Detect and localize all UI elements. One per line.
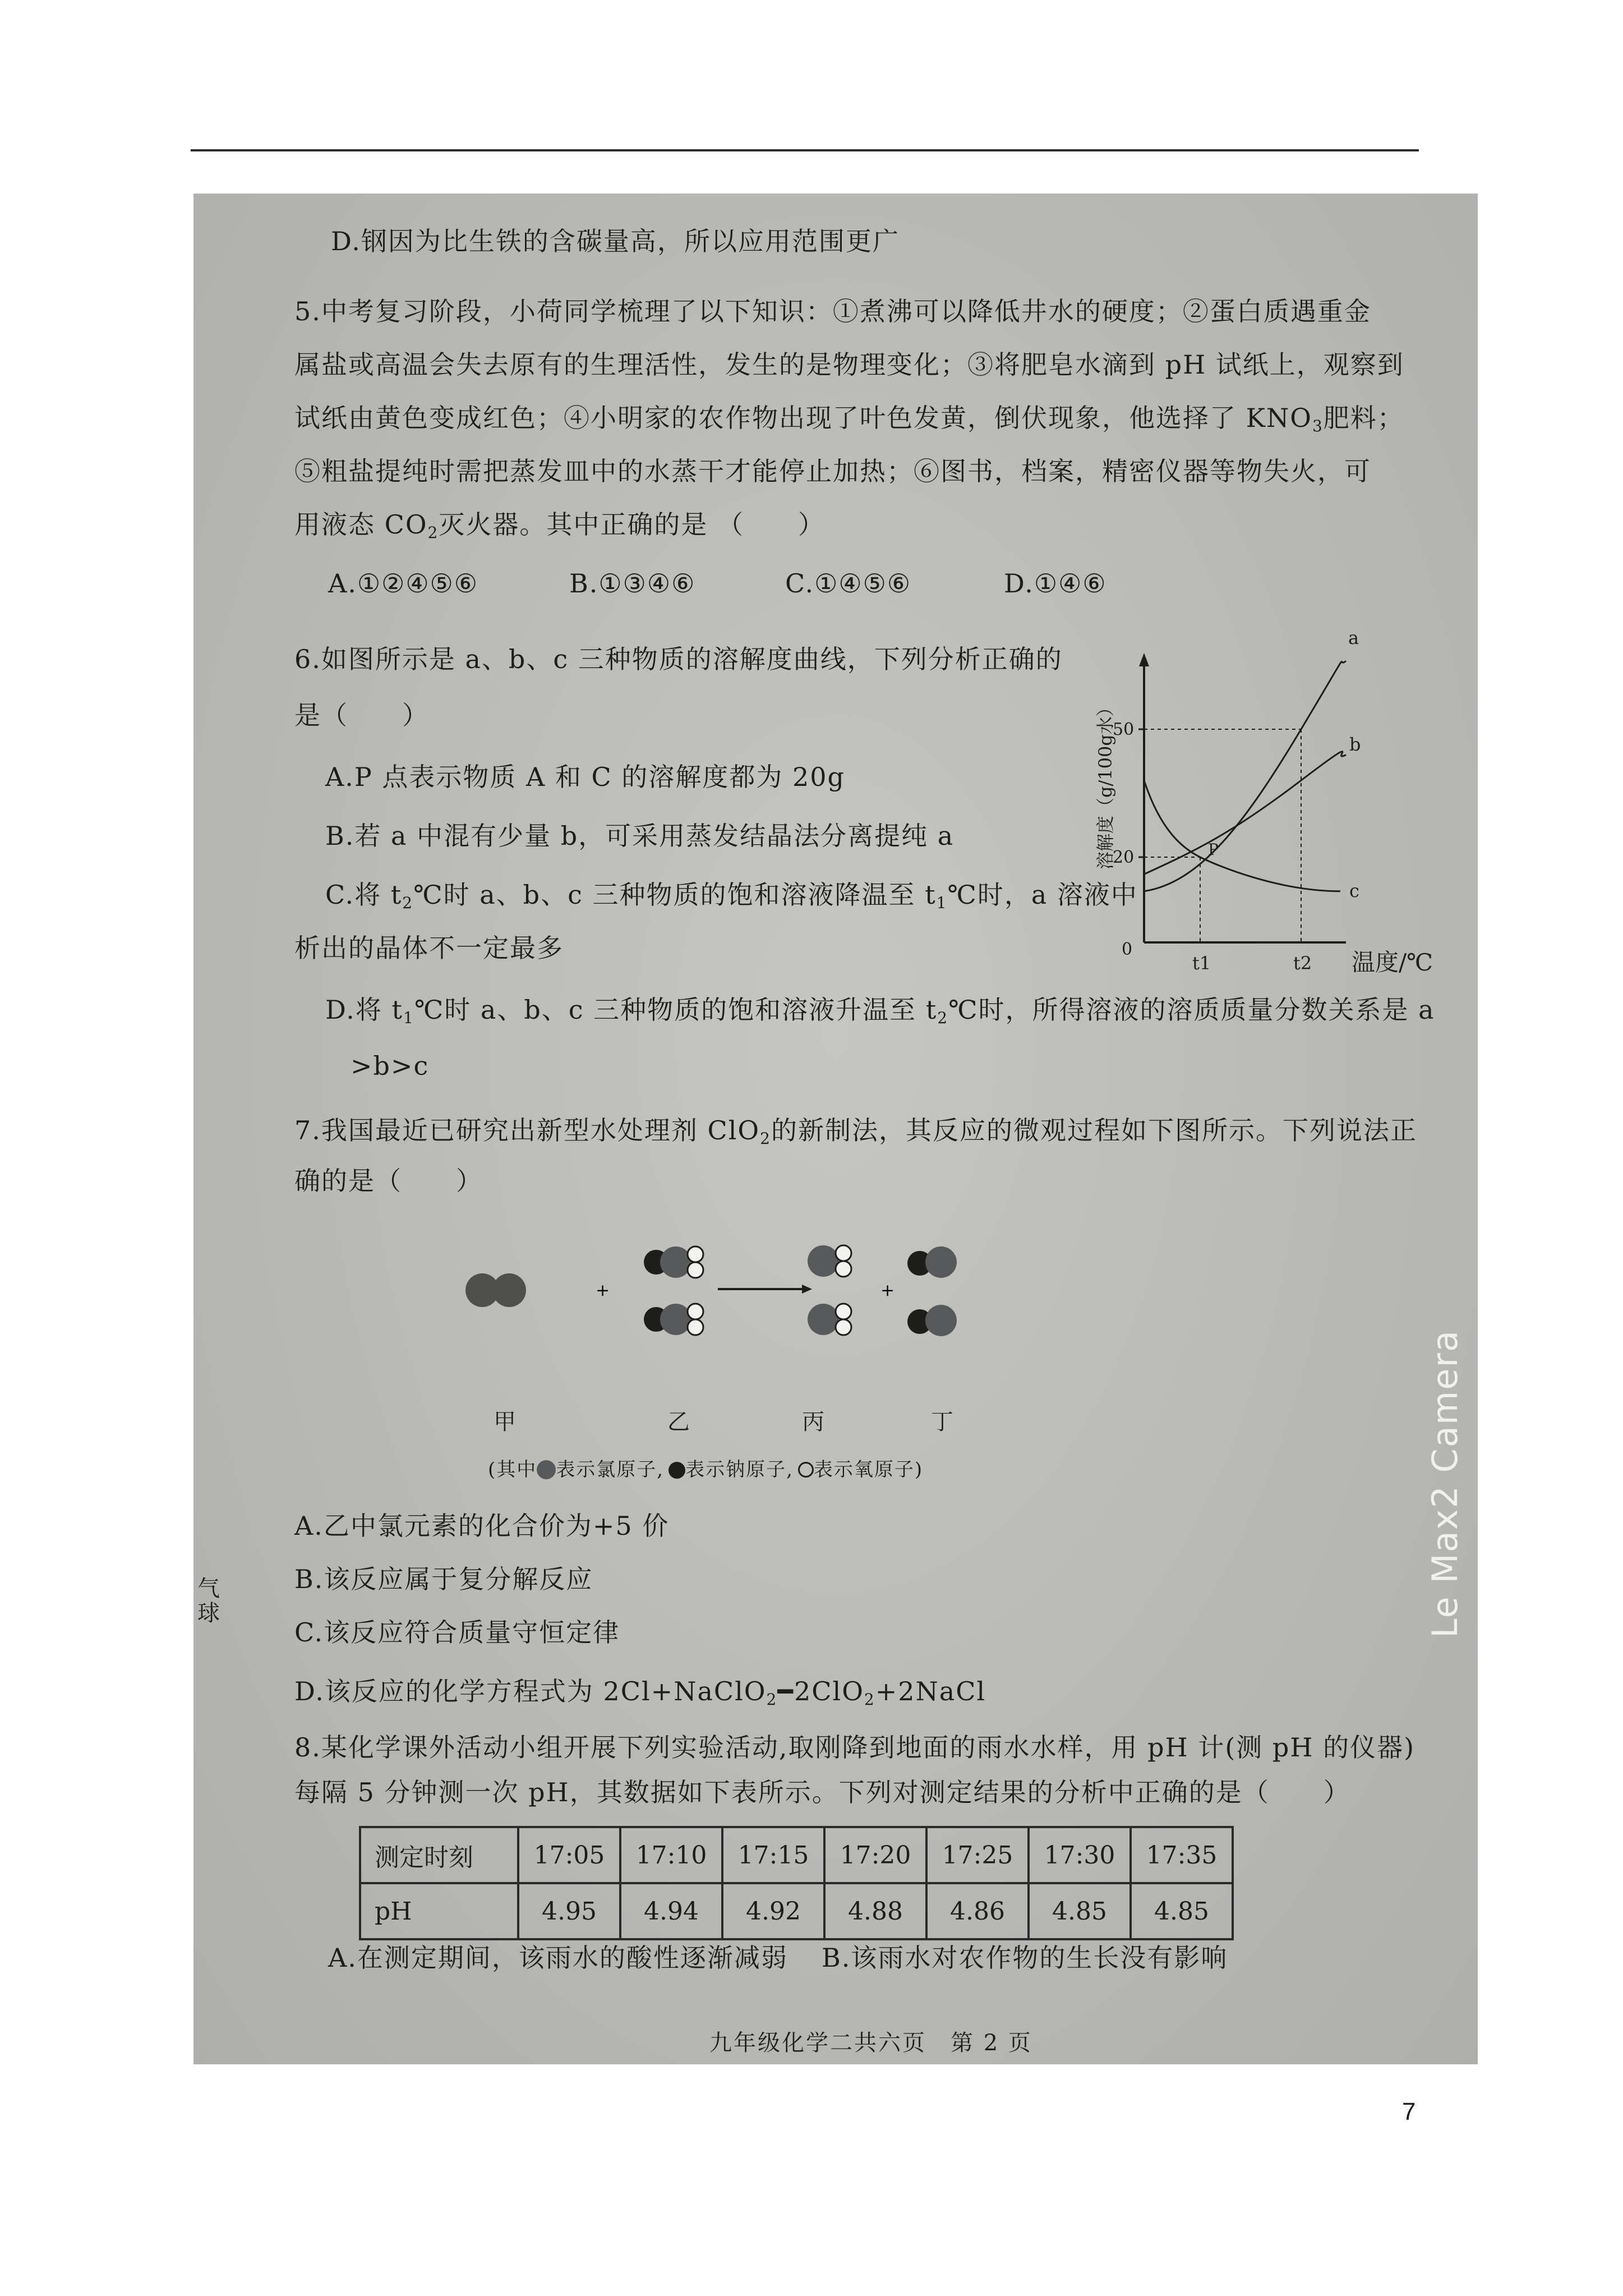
q5-option-b: B.①③④⑥ xyxy=(569,568,696,599)
ph-table xyxy=(359,1826,1234,1940)
x-tick-label: t2 xyxy=(1293,953,1312,974)
x-tick-label: t1 xyxy=(1192,953,1211,974)
q7-line-1: 7.我国最近已研究出新型水处理剂 ClO$_2$的新制法，其反应的微观过程如下图所示。下列说法正 xyxy=(294,1115,1417,1148)
q4-option-d: D.钢因为比生铁的含碳量高，所以应用范围更广 xyxy=(331,226,900,256)
label-bing: 丙 xyxy=(802,1409,826,1435)
molecule-nacl-2 xyxy=(907,1305,957,1336)
q8-line-2: 每隔 5 分钟测一次 pH，其数据如下表所示。下列对测定结果的分析中正确的是（ ） xyxy=(294,1777,1350,1807)
q6-option-c-line-2: 析出的晶体不一定最多 xyxy=(294,933,564,963)
chlorine-atom-icon xyxy=(537,1460,556,1479)
table-cell-time: 17:05 xyxy=(518,1827,620,1883)
camera-watermark: Le Max2 Camera xyxy=(1424,1329,1465,1638)
series-label-b: b xyxy=(1349,734,1361,755)
molecule-cl2 xyxy=(465,1273,526,1307)
point-label: P xyxy=(1208,840,1219,859)
table-cell-time: 17:35 xyxy=(1131,1827,1233,1883)
solubility-chart xyxy=(1082,627,1464,976)
q6-line-1: 6.如图所示是 a、b、c 三种物质的溶解度曲线，下列分析正确的 xyxy=(294,644,1063,674)
q7-option-c: C.该反应符合质量守恒定律 xyxy=(294,1617,620,1648)
molecule-clo2-1 xyxy=(808,1245,851,1277)
solubility-chart-svg xyxy=(1082,627,1464,976)
table-head-ph: pH xyxy=(360,1883,518,1939)
q8-option-b: B.该雨水对农作物的生长没有影响 xyxy=(822,1943,1228,1973)
table-cell-ph: 4.86 xyxy=(926,1883,1029,1939)
q5-line-3: 试纸由黄色变成红色；④小明家的农作物出现了叶色发黄，倒伏现象，他选择了 $KNO_3$肥料； xyxy=(294,403,1404,435)
x-axis-label: 温度/℃ xyxy=(1352,949,1433,976)
table-cell-ph: 4.88 xyxy=(824,1883,926,1939)
label-yi: 乙 xyxy=(667,1409,691,1435)
plus-sign-1: + xyxy=(596,1281,610,1300)
y-axis-label: 溶解度（g/100g水） xyxy=(1095,698,1116,869)
table-cell-ph: 4.85 xyxy=(1029,1883,1131,1939)
q7-option-b: B.该反应属于复分解反应 xyxy=(294,1564,593,1594)
q6-option-d-line-1: D.将 $t_1℃$时 a、b、c 三种物质的饱和溶液升温至 $t_2℃$时，所得溶液的溶质质量分数关系是 a xyxy=(325,995,1435,1027)
molecule-naclo2-2 xyxy=(644,1304,703,1335)
molecule-naclo2-1 xyxy=(644,1246,703,1278)
q7-option-a: A.乙中氯元素的化合价为+5 价 xyxy=(294,1511,670,1541)
q6-option-b: B.若 a 中混有少量 b，可采用蒸发结晶法分离提纯 a xyxy=(325,821,955,851)
q7-option-d: D.该反应的化学方程式为 2Cl+NaClO$_2$━2ClO$_2$+2NaCl xyxy=(294,1676,986,1709)
table-cell-time: 17:20 xyxy=(824,1827,926,1883)
plus-sign-2: + xyxy=(880,1281,895,1300)
label-ding: 丁 xyxy=(931,1409,955,1435)
q5-line-5: 用液态 $CO_2$灭火器。其中正确的是 （ ） xyxy=(294,509,825,542)
molecule-nacl-1 xyxy=(907,1246,957,1278)
q6-option-c-line-1: C.将 $t_2℃$时 a、b、c 三种物质的饱和溶液降温至 $t_1℃$时，a 溶液中 xyxy=(325,880,1138,912)
table-cell-time: 17:30 xyxy=(1029,1827,1131,1883)
table-cell-time: 17:10 xyxy=(620,1827,722,1883)
q6-option-a: A.P 点表示物质 A 和 C 的溶解度都为 20g xyxy=(325,762,845,792)
table-row xyxy=(360,1883,1233,1939)
table-cell-time: 17:25 xyxy=(926,1827,1029,1883)
q8-line-1: 8.某化学课外活动小组开展下列实验活动,取刚降到地面的雨水水样，用 pH 计(测 pH 的仪器) xyxy=(294,1732,1415,1763)
q5-line-1: 5.中考复习阶段，小荷同学梳理了以下知识：①煮沸可以降低井水的硬度；②蛋白质遇重金 xyxy=(294,296,1371,326)
table-cell-ph: 4.95 xyxy=(518,1883,620,1939)
q5-option-a: A.①②④⑤⑥ xyxy=(328,568,479,599)
sodium-atom-icon xyxy=(668,1462,685,1479)
reaction-diagram xyxy=(449,1223,1009,1391)
table-cell-time: 17:15 xyxy=(722,1827,824,1883)
q7-line-2: 确的是（ ） xyxy=(294,1166,483,1196)
q5-option-c: C.①④⑤⑥ xyxy=(785,568,912,599)
table-cell-ph: 4.85 xyxy=(1131,1883,1233,1939)
oxygen-atom-icon xyxy=(798,1462,814,1478)
table-cell-ph: 4.92 xyxy=(722,1883,824,1939)
q5-option-d: D.①④⑥ xyxy=(1004,568,1107,599)
page-footer: 九年级化学二共六页 第 2 页 xyxy=(709,2030,1032,2056)
top-rule xyxy=(191,149,1419,151)
q6-line-2: 是（ ） xyxy=(294,700,429,730)
origin-label: 0 xyxy=(1122,940,1133,959)
q5-line-4: ⑤粗盐提纯时需把蒸发皿中的水蒸干才能停止加热；⑥图书，档案，精密仪器等物失火，可 xyxy=(294,456,1371,486)
table-head-time: 测定时刻 xyxy=(360,1827,518,1883)
margin-note: 气球 xyxy=(197,1576,220,1626)
atom-legend: (其中 表示氯原子, 表示钠原子, 表示氧原子) xyxy=(488,1458,924,1481)
molecule-clo2-2 xyxy=(808,1304,851,1335)
label-jia: 甲 xyxy=(494,1409,517,1435)
curve-c xyxy=(1144,780,1340,891)
q5-line-2: 属盐或高温会失去原有的生理活性，发生的是物理变化；③将肥皂水滴到 pH 试纸上，观察到 xyxy=(294,349,1404,380)
table-row xyxy=(360,1827,1233,1883)
series-label-c: c xyxy=(1349,880,1359,901)
series-label-a: a xyxy=(1348,627,1359,648)
page-number: 7 xyxy=(1402,2098,1416,2125)
q8-option-a: A.在测定期间，该雨水的酸性逐渐减弱 xyxy=(328,1943,788,1973)
q6-option-d-line-2: >b>c xyxy=(351,1051,430,1081)
y-tick-label: 50 xyxy=(1113,720,1135,739)
table-cell-ph: 4.94 xyxy=(620,1883,722,1939)
curve-b xyxy=(1144,752,1346,875)
y-tick-label: 20 xyxy=(1113,848,1135,867)
reaction-arrow-head xyxy=(802,1285,812,1294)
y-axis-arrow xyxy=(1139,653,1149,666)
